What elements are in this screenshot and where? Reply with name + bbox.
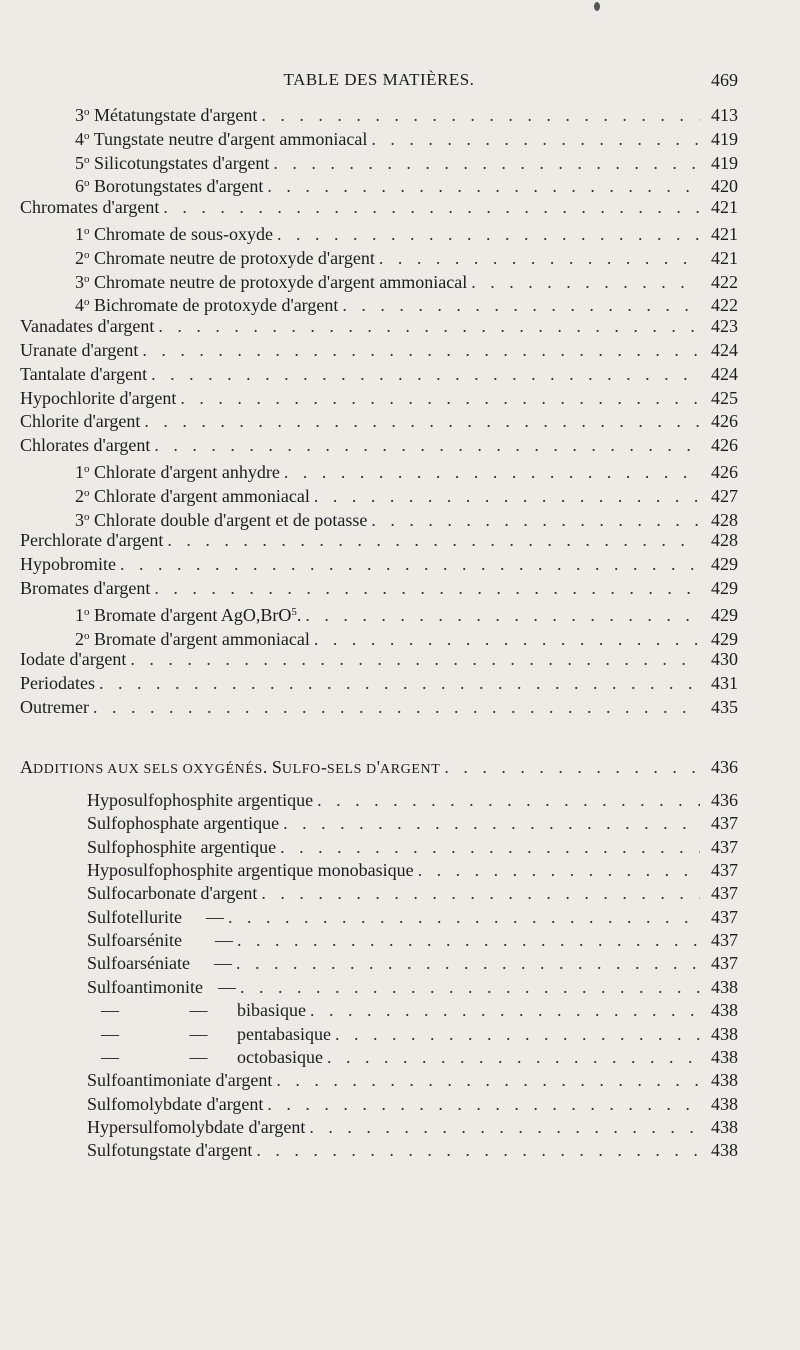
ditto-mark: — (101, 1000, 119, 1021)
exponent: 5 (291, 605, 297, 618)
entry-number: 2 (75, 628, 84, 649)
toc-entry (87, 1115, 738, 1139)
toc-entry (87, 998, 738, 1022)
ordinal-mark: o (84, 106, 90, 118)
toc-entry (20, 647, 738, 671)
entry-page: 438 (711, 1070, 738, 1091)
ordinal-mark: o (84, 225, 90, 237)
entry-page: 437 (711, 953, 738, 974)
entry-label (87, 835, 276, 859)
entry-title: Chlorate double d'argent et de potasse (94, 509, 368, 530)
entry-label (87, 1115, 305, 1139)
ordinal-mark: o (84, 510, 90, 523)
entry-title: Chlorate d'argent ammoniacal (94, 485, 310, 506)
toc-entry (75, 600, 738, 624)
dot-leader (309, 1115, 700, 1139)
entry-title: Chromate de sous-oxyde (94, 224, 273, 244)
entry-page: 424 (711, 363, 738, 384)
additions-heading (20, 755, 738, 779)
dot-leader (158, 314, 700, 338)
toc-entry (20, 314, 738, 338)
entry-page: 429 (711, 578, 738, 598)
entry-title: octobasique (237, 1046, 323, 1067)
entry-label (20, 433, 150, 457)
additions-heading-label: ADDITIONS AUX SELS OXYGÉNÉS. SULFO-SELS D'ARGENT (20, 757, 441, 777)
dot-leader (237, 928, 700, 952)
entry-title: Sulfoarséniate (87, 953, 190, 974)
entry-label (20, 195, 159, 219)
ordinal-mark: o (84, 272, 90, 285)
dot-leader (236, 951, 700, 975)
entry-label (87, 951, 232, 975)
toc-entry (20, 576, 738, 600)
entry-page: 429 (711, 554, 738, 575)
entry-number: 1 (75, 604, 84, 625)
entry-title: Periodates (20, 673, 95, 694)
dot-leader (256, 1138, 700, 1162)
toc-entry (75, 505, 738, 529)
toc-entry (87, 788, 738, 812)
entry-label (87, 881, 257, 905)
toc-entry (87, 1138, 738, 1162)
entry-label (87, 998, 306, 1022)
dot-leader (317, 788, 700, 812)
entry-page: 422 (711, 295, 738, 316)
toc-entry (87, 951, 738, 975)
toc-entry (20, 338, 738, 362)
entry-label (20, 362, 147, 386)
entry-page: 437 (711, 930, 738, 951)
entry-title: Bichromate de protoxyde d'argent (94, 295, 339, 316)
entry-label (20, 576, 150, 600)
entry-page: 421 (711, 224, 738, 244)
toc-entry (87, 835, 738, 859)
ordinal-mark: o (84, 463, 90, 475)
toc-entry (87, 905, 738, 929)
entry-label (87, 928, 233, 952)
entry-title: Sulfotellurite (87, 906, 182, 927)
entry-page: 413 (711, 105, 738, 125)
dot-leader (444, 755, 700, 779)
ordinal-mark: o (84, 153, 90, 166)
entry-title: Sulfotungstate d'argent (87, 1140, 253, 1161)
entry-title: Sulfocarbonate d'argent (87, 883, 258, 904)
toc-entry (20, 195, 738, 219)
entry-label (20, 647, 126, 671)
toc-entry (87, 928, 738, 952)
dot-leader (151, 362, 700, 386)
entry-title: Hypochlorite d'argent (20, 387, 177, 408)
entry-page: 428 (711, 509, 738, 530)
ditto-mark: — (189, 1046, 208, 1067)
entry-title: Hypersulfomolybdate d'argent (87, 1116, 306, 1137)
entry-label (20, 409, 140, 433)
dot-leader (167, 528, 700, 552)
entry-page: 426 (711, 462, 738, 482)
ditto-mark: — (214, 930, 233, 951)
toc-entry (75, 100, 738, 124)
entry-number: 2 (75, 247, 84, 268)
dot-leader (93, 695, 700, 719)
entry-page: 427 (711, 485, 738, 506)
entry-title: Bromate d'argent ammoniacal (94, 628, 310, 649)
toc-entry (75, 219, 738, 243)
entry-title: Sulfophosphite argentique (87, 836, 277, 857)
dot-leader (120, 552, 700, 576)
dot-leader (180, 386, 700, 410)
entry-page: 437 (711, 906, 738, 927)
toc-entry (20, 671, 738, 695)
toc-entry (20, 695, 738, 719)
toc-entry (20, 528, 738, 552)
entry-title: Chromate neutre de protoxyde d'argent ammoniacal (94, 271, 468, 292)
entry-number: 5 (75, 152, 84, 173)
entry-title: Vanadates d'argent (20, 316, 155, 337)
entry-label (87, 788, 313, 812)
entry-number: 1 (75, 224, 84, 244)
ordinal-mark: o (84, 296, 90, 309)
dot-leader (335, 1022, 700, 1046)
entry-title: Silicotungstates d'argent (94, 152, 270, 173)
entry-label (20, 528, 163, 552)
entry-title: Hyposulfophosphite argentique (87, 790, 314, 810)
dot-leader (228, 905, 700, 929)
entry-label (20, 314, 154, 338)
toc-entry (75, 171, 738, 195)
entry-page: 425 (711, 387, 738, 408)
ordinal-mark: o (84, 129, 90, 142)
toc-entry (75, 481, 738, 505)
entry-number: 3 (75, 105, 84, 125)
ditto-mark: — (189, 1000, 208, 1021)
entry-title: Chlorite d'argent (20, 411, 141, 432)
entry-label (87, 1138, 252, 1162)
entry-title: Bromate d'argent AgO,BrO (94, 604, 292, 625)
entry-title: Chlorate d'argent anhydre (94, 462, 280, 482)
entry-title: Chromate neutre de protoxyde d'argent (94, 247, 375, 268)
entry-page: 422 (711, 271, 738, 292)
toc-entry (87, 1068, 738, 1092)
page-number: 469 (711, 70, 738, 90)
entry-label (87, 975, 236, 999)
entry-page: 426 (711, 411, 738, 432)
entry-title: Outremer (20, 697, 89, 717)
entry-page: 436 (711, 790, 738, 810)
entry-title: pentabasique (237, 1023, 331, 1044)
entry-title: bibasique (237, 1000, 306, 1021)
entry-page: 437 (711, 860, 738, 881)
entry-title: Uranate d'argent (20, 340, 139, 360)
dot-leader (240, 975, 700, 999)
entry-label (20, 552, 116, 576)
dot-leader (142, 338, 700, 362)
ordinal-mark: o (84, 248, 90, 261)
entry-label (20, 386, 176, 410)
dot-leader (327, 1045, 700, 1069)
entry-page: 426 (711, 435, 738, 456)
entry-page: 430 (711, 649, 738, 670)
dot-leader (154, 433, 700, 457)
entry-page: 438 (711, 976, 738, 997)
toc-entry (75, 457, 738, 481)
entry-title: Tantalate d'argent (20, 363, 148, 384)
entry-page: 438 (711, 1046, 738, 1067)
entry-title-tail: . (296, 604, 302, 625)
entry-label (87, 1068, 272, 1092)
entry-label (87, 905, 224, 929)
entry-page: 429 (711, 604, 738, 625)
toc-entry (20, 552, 738, 576)
toc-entry (87, 858, 738, 882)
entry-page: 420 (711, 176, 738, 197)
entry-page: 435 (711, 697, 738, 717)
entry-title: Métatungstate d'argent (94, 105, 258, 125)
ditto-mark: — (218, 976, 236, 997)
entry-page: 421 (711, 197, 738, 218)
entry-title: Borotungstates d'argent (94, 176, 264, 197)
entry-label (87, 1022, 331, 1046)
entry-title: Hypobromite (20, 554, 116, 575)
entry-page: 419 (711, 152, 738, 173)
entry-number: 1 (75, 462, 84, 482)
toc-entry (87, 975, 738, 999)
entry-title: Chlorates d'argent (20, 435, 151, 456)
toc-entry (20, 362, 738, 386)
entry-page: 438 (711, 1140, 738, 1161)
entry-title: Sulfoarsénite (87, 930, 182, 951)
entry-page: 429 (711, 628, 738, 649)
entry-page: 438 (711, 1093, 738, 1114)
toc-entry (20, 409, 738, 433)
entry-page: 428 (711, 530, 738, 551)
toc-entry (75, 148, 738, 172)
toc-entry (75, 243, 738, 267)
entry-label (20, 695, 89, 719)
entry-page: 438 (711, 1116, 738, 1137)
entry-title: Hyposulfophosphite argentique monobasique (87, 860, 414, 881)
toc-entry (20, 433, 738, 457)
entry-number: 3 (75, 509, 84, 530)
entry-page: 437 (711, 836, 738, 857)
entry-number: 6 (75, 176, 84, 197)
entry-label (20, 671, 95, 695)
dot-leader (99, 671, 700, 695)
ordinal-mark: o (84, 177, 90, 190)
toc-entry (87, 881, 738, 905)
entry-title: Bromates d'argent (20, 578, 151, 598)
entry-number: 3 (75, 271, 84, 292)
dot-leader (283, 811, 700, 835)
page-title: TABLE DES MATIÈRES. (283, 70, 475, 89)
toc-entry (87, 1092, 738, 1116)
entry-page: 421 (711, 247, 738, 268)
entry-label (87, 811, 279, 835)
entry-title: Perchlorate d'argent (20, 530, 164, 551)
entry-title: Sulfoantimonite (87, 976, 203, 997)
running-header (20, 64, 738, 98)
entry-number: 4 (75, 295, 84, 316)
entry-title: Sulfoantimoniate d'argent (87, 1070, 273, 1091)
ordinal-mark: o (84, 605, 90, 618)
entry-title: Sulfophosphate argentique (87, 813, 280, 834)
ordinal-mark: o (84, 629, 90, 642)
ordinal-mark: o (84, 486, 90, 499)
ditto-mark: — (213, 953, 232, 974)
toc-entry (75, 290, 738, 314)
dot-leader (276, 1068, 700, 1092)
toc-entry (75, 624, 738, 648)
dot-leader (163, 195, 700, 219)
dot-leader (261, 881, 700, 905)
entry-title: Sulfomolybdate d'argent (87, 1093, 264, 1114)
toc-entry (87, 811, 738, 835)
entry-page: 419 (711, 128, 738, 149)
entry-page: 423 (711, 316, 738, 337)
ditto-mark: — (101, 1023, 119, 1044)
dot-leader (267, 1092, 700, 1116)
toc-entry (75, 124, 738, 148)
entry-title: Iodate d'argent (20, 649, 127, 670)
entry-page: 437 (711, 883, 738, 904)
dot-leader (144, 409, 700, 433)
additions-page: 436 (711, 757, 738, 777)
entry-page: 437 (711, 813, 738, 834)
toc-entry (20, 386, 738, 410)
toc-entry (87, 1022, 738, 1046)
entry-title: Tungstate neutre d'argent ammoniacal (93, 128, 368, 149)
entry-label (87, 1045, 323, 1069)
entry-label (87, 1092, 263, 1116)
entry-title: Chromates d'argent (20, 197, 160, 218)
ditto-mark: — (189, 1023, 208, 1044)
entry-label (20, 338, 138, 362)
dot-leader (280, 835, 700, 859)
ditto-mark: — (101, 1046, 119, 1067)
toc-entry (87, 1045, 738, 1069)
dot-leader (310, 998, 700, 1022)
entry-page: 438 (711, 1000, 738, 1021)
dot-leader (418, 858, 700, 882)
entry-number: 4 (75, 128, 84, 149)
entry-page: 424 (711, 340, 738, 360)
entry-label (87, 858, 414, 882)
ditto-mark: — (205, 906, 224, 927)
dot-leader (130, 647, 700, 671)
entry-number: 2 (75, 485, 84, 506)
entry-page: 431 (711, 673, 738, 694)
entry-page: 438 (711, 1023, 738, 1044)
dot-leader (154, 576, 700, 600)
print-speck (594, 2, 600, 11)
toc-entry (75, 267, 738, 291)
